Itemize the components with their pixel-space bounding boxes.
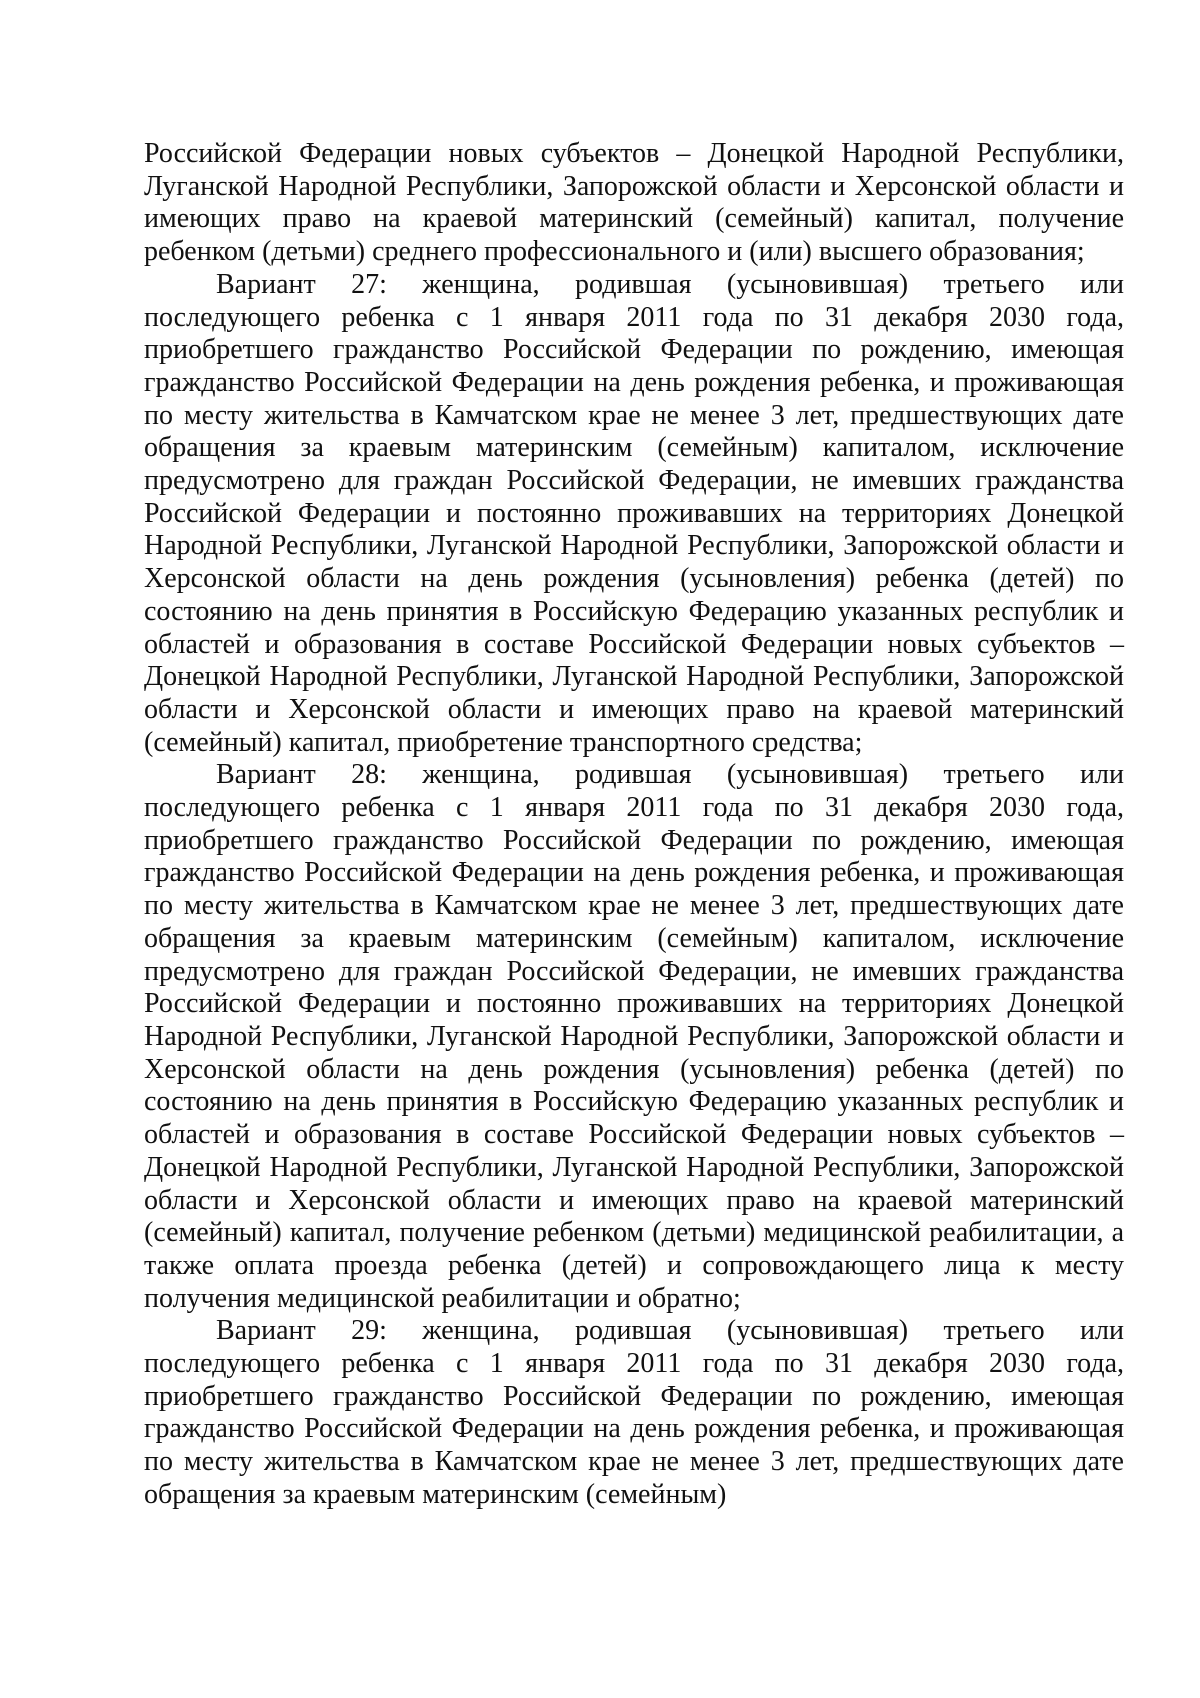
document-page bbox=[144, 138, 1124, 1512]
paragraph-continuation: Российской Федерации новых субъектов – Донецкой Народной Республики, Луганской Народной Республики, Запорожской области и Херсонской области и имеющих право на краевой материнский (семейный) капитал, получение ребенком (детьми) среднего профессионального и (или) высшего образования; bbox=[144, 138, 1124, 268]
paragraph-variant-28: Вариант 28: женщина, родившая (усыновившая) третьего или последующего ребенка с 1 января 2011 года по 31 декабря 2030 года, приобретшего гражданство Российской Федерации по рождению, имеющая гражданство Российской Федерации на день рождения ребенка, и проживающая по месту жительства в Камчатском крае не менее 3 лет, предшествующих дате обращения за краевым материнским (семейным) капиталом, исключение предусмотрено для граждан Российской Федерации, не имевших гражданства Российской Федерации и постоянно проживавших на территориях Донецкой Народной Республики, Луганской Народной Республики, Запорожской области и Херсонской области на день рождения (усыновления) ребенка (детей) по состоянию на день принятия в Российскую Федерацию указанных республик и областей и образования в составе Российской Федерации новых субъектов – Донецкой Народной Республики, Луганской Народной Республики, Запорожской области и Херсонской области и имеющих право на краевой материнский (семейный) капитал, получение ребенком (детьми) медицинской реабилитации, а также оплата проезда ребенка (детей) и сопровождающего лица к месту получения медицинской реабилитации и обратно; bbox=[144, 759, 1124, 1314]
paragraph-variant-29: Вариант 29: женщина, родившая (усыновившая) третьего или последующего ребенка с 1 января 2011 года по 31 декабря 2030 года, приобретшего гражданство Российской Федерации по рождению, имеющая гражданство Российской Федерации на день рождения ребенка, и проживающая по месту жительства в Камчатском крае не менее 3 лет, предшествующих дате обращения за краевым материнским (семейным) bbox=[144, 1315, 1124, 1510]
paragraph-variant-27: Вариант 27: женщина, родившая (усыновившая) третьего или последующего ребенка с 1 января 2011 года по 31 декабря 2030 года, приобретшего гражданство Российской Федерации по рождению, имеющая гражданство Российской Федерации на день рождения ребенка, и проживающая по месту жительства в Камчатском крае не менее 3 лет, предшествующих дате обращения за краевым материнским (семейным) капиталом, исключение предусмотрено для граждан Российской Федерации, не имевших гражданства Российской Федерации и постоянно проживавших на территориях Донецкой Народной Республики, Луганской Народной Республики, Запорожской области и Херсонской области на день рождения (усыновления) ребенка (детей) по состоянию на день принятия в Российскую Федерацию указанных республик и областей и образования в составе Российской Федерации новых субъектов – Донецкой Народной Республики, Луганской Народной Республики, Запорожской области и Херсонской области и имеющих право на краевой материнский (семейный) капитал, приобретение транспортного средства; bbox=[144, 268, 1124, 758]
